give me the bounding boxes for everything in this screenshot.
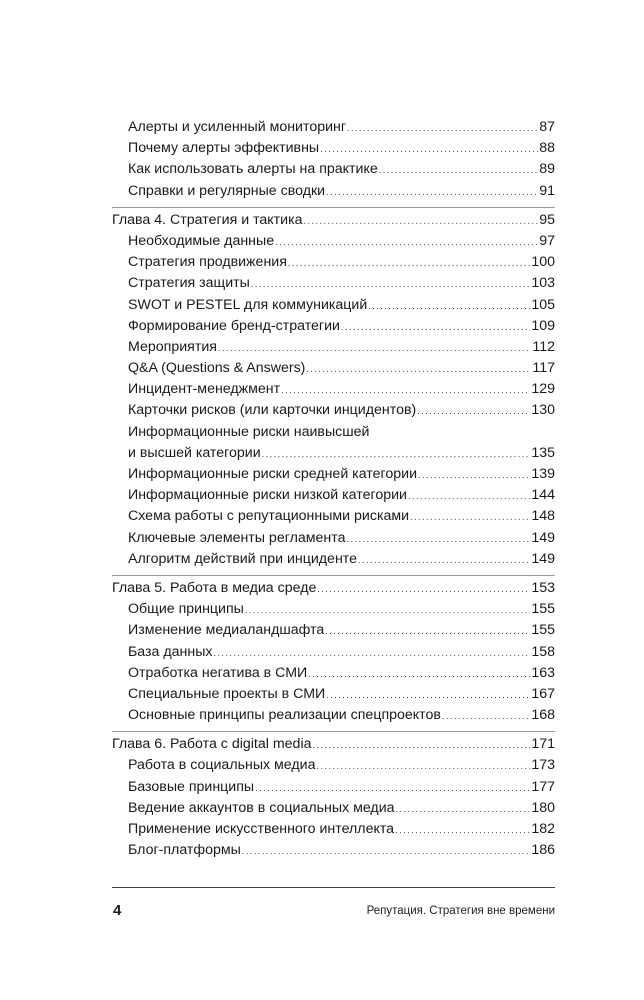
toc-entry-page: 109 [531,317,555,334]
toc-entry-title: Необходимые данные [128,232,275,249]
toc-entry-title: Глава 4. Стратегия и тактика [112,211,303,228]
toc-entry-title: Работа в социальных медиа [128,757,316,774]
toc-entry-page: 89 [539,161,555,178]
table-of-contents [112,117,555,861]
toc-entry-title: Формирование бренд-стратегии [128,317,340,334]
dot-leader [326,691,530,700]
toc-section-entry[interactable] [112,777,555,798]
toc-entry-page: 97 [539,232,555,249]
toc-entry-page: 95 [539,211,555,228]
toc-section-entry[interactable] [112,506,555,527]
toc-section-entry[interactable] [112,252,555,273]
toc-entry-title: Отработка негатива в СМИ [128,664,308,681]
toc-entry-page: 135 [531,444,555,461]
toc-entry-title: SWOT и PESTEL для коммуникаций [128,296,368,313]
toc-section-entry[interactable] [112,181,555,202]
toc-section-entry[interactable] [112,316,555,337]
toc-entry-title: Стратегия продвижения [128,254,287,271]
toc-entry-page: 129 [531,381,555,398]
toc-entry-title: Справки и регулярные сводки [128,182,326,199]
dot-leader [306,365,531,374]
dot-leader [288,259,530,268]
toc-entry-title: Почему алерты эффективны [128,140,320,157]
toc-entry-title: Глава 5. Работа в медиа среде [112,579,317,596]
dot-leader [242,847,531,856]
toc-entry-page: 158 [531,643,555,660]
toc-entry-page: 186 [531,842,555,859]
toc-section-entry[interactable] [112,117,555,138]
toc-entry-page: 163 [531,664,555,681]
toc-section-entry[interactable] [112,798,555,819]
toc-entry-title: Мероприятия [128,338,217,355]
toc-section-entry[interactable] [112,337,555,358]
toc-entry-title: Инцидент-менеджмент [128,381,281,398]
toc-section-entry[interactable] [112,485,555,506]
dot-leader [408,492,530,501]
toc-entry-page: 168 [531,707,555,724]
toc-entry-title: Изменение медиаландшафта [128,622,325,639]
toc-entry-title: Карточки рисков (или карточки инцидентов) [128,402,417,419]
toc-section-entry[interactable] [112,273,555,294]
toc-entry-page: 100 [531,254,555,271]
dot-leader [251,280,530,289]
book-title: Репутация. Стратегия вне времени [366,905,555,917]
toc-section-entry[interactable] [112,663,555,684]
toc-entry-title: Информационные риски средней категории [128,466,418,482]
dot-leader [442,712,530,721]
dot-leader [245,606,530,615]
toc-entry-page: 139 [531,466,555,482]
toc-entry-page: 182 [531,821,555,837]
toc-entry-page: 149 [531,529,555,546]
toc-entry-title: Информационные риски низкой категории [128,487,407,504]
toc-entry-page: 155 [531,601,555,618]
toc-section-entry[interactable] [112,443,555,464]
toc-entry-page: 87 [539,119,555,135]
dot-leader [341,323,530,332]
toc-entry-page: 117 [532,360,555,377]
toc-entry-page: 171 [531,736,555,753]
toc-section-entry[interactable] [112,549,555,570]
toc-section-entry[interactable] [112,422,555,443]
toc-entry-title: Базовые принципы [128,778,255,795]
toc-section-entry[interactable] [112,400,555,421]
dot-leader [312,741,530,750]
toc-entry-title: Q&A (Questions & Answers) [128,360,306,377]
toc-entry-page: 167 [531,685,555,702]
toc-entry-title: Блог-платформы [128,842,241,859]
toc-entry-page: 103 [531,275,555,292]
dot-leader [275,238,538,247]
toc-entry-page: 144 [531,487,555,504]
toc-entry-title: Информационные риски наивысшей [128,423,370,440]
toc-section-entry[interactable] [112,528,555,549]
toc-entry-page: 153 [531,579,555,596]
dot-leader [218,344,531,353]
dot-leader [255,784,530,793]
toc-chapter-entry[interactable] [112,210,555,231]
dot-leader [358,556,530,565]
toc-section-entry[interactable] [112,684,555,705]
toc-entry-page: 130 [531,402,555,419]
dot-leader [410,513,530,522]
toc-section-entry[interactable] [112,599,555,620]
toc-entry-page: 180 [531,799,555,816]
toc-entry-title: Алгоритм действий при инциденте [128,550,358,567]
toc-entry-title: Ведение аккаунтов в социальных медиа [128,799,395,816]
dot-leader [346,535,530,544]
dot-leader [320,145,538,154]
toc-section-entry[interactable] [112,231,555,252]
dot-leader [325,627,530,636]
toc-entry-title: Применение искусственного интеллекта [128,821,395,837]
dot-leader [262,450,531,459]
toc-entry-title: Как использовать алерты на практике [128,161,378,178]
toc-section-entry[interactable] [112,379,555,400]
dot-leader [304,217,539,226]
toc-section-entry[interactable] [112,159,555,180]
toc-section-entry[interactable] [112,138,555,159]
toc-entry-page: 112 [532,338,555,355]
toc-entry-page: 149 [531,550,555,567]
toc-entry-title: Основные принципы реализации спецпроектов [128,707,441,724]
toc-entry-title: и высшей категории [128,444,261,461]
dot-leader [395,826,530,835]
footer-divider [112,887,555,888]
toc-entry-title: Ключевые элементы регламента [128,529,346,546]
toc-entry-page: 91 [539,182,555,199]
toc-entry-page: 177 [531,778,555,795]
toc-section-entry[interactable] [112,620,555,641]
toc-entry-title: Специальные проекты в СМИ [128,685,326,702]
dot-leader [281,386,530,395]
dot-leader [418,471,530,480]
dot-leader [417,407,530,416]
dot-leader [317,585,530,594]
toc-chapter-entry[interactable] [112,578,555,599]
page-number: 4 [113,902,122,919]
toc-section-entry[interactable] [112,819,555,840]
toc-entry-page: 88 [539,140,555,157]
toc-entry-page: 155 [531,622,555,639]
toc-entry-page: 105 [531,296,555,313]
dot-leader [214,649,531,658]
toc-entry-page: 148 [531,508,555,525]
dot-leader [317,762,531,771]
chapter-divider [112,207,555,208]
toc-entry-title: Глава 6. Работа с digital media [112,736,312,753]
dot-leader [326,188,538,197]
chapter-divider [112,731,555,732]
toc-entry-page: 173 [531,757,555,774]
toc-chapter-entry[interactable] [112,734,555,755]
toc-entry-title: Общие принципы [128,601,244,618]
dot-leader [308,670,530,679]
toc-section-entry[interactable] [112,642,555,663]
toc-entry-title: Алерты и усиленный мониторинг [128,119,347,135]
dot-leader [379,166,538,175]
toc-section-entry[interactable] [112,755,555,776]
toc-section-entry[interactable] [112,295,555,316]
chapter-divider [112,575,555,576]
toc-entry-title: Стратегия защиты [128,275,250,292]
toc-entry-title: База данных [128,643,213,660]
toc-section-entry[interactable] [112,840,555,861]
dot-leader [368,302,530,311]
toc-entry-title: Схема работы с репутационными рисками [128,508,410,525]
dot-leader [347,124,538,133]
dot-leader [396,805,531,814]
toc-section-entry[interactable] [112,464,555,485]
toc-section-entry[interactable] [112,358,555,379]
toc-section-entry[interactable] [112,705,555,726]
